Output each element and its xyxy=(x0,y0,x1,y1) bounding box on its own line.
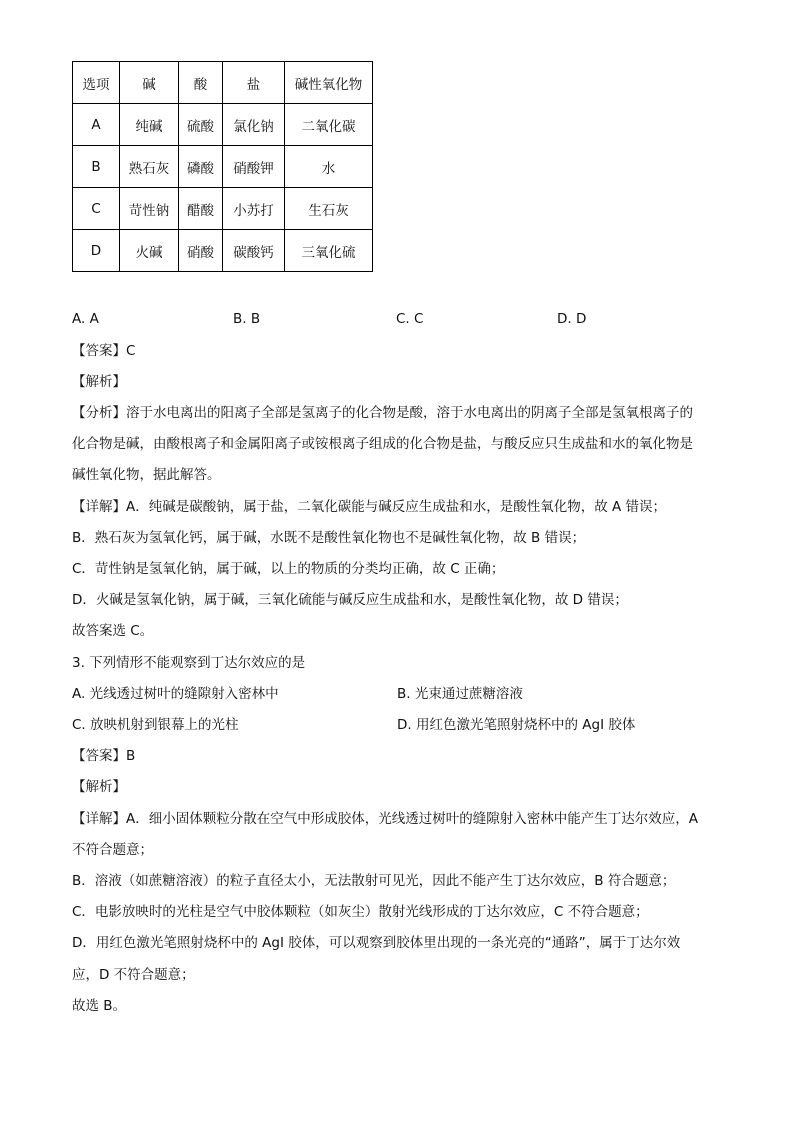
q3-stem: 3. 下列情形不能观察到丁达尔效应的是 xyxy=(72,655,306,671)
table-cell: 三氧化硫 xyxy=(285,230,373,272)
table-cell: 硫酸 xyxy=(179,104,223,146)
q2-analysis-line: D．火碱是氢氧化钠，属于碱，三氧化硫能与碱反应生成盐和水，是酸性氧化物，故 D 错误； xyxy=(72,592,628,608)
q3-analysis-line: 应，D 不符合题意； xyxy=(72,967,195,983)
q2-answer: 【答案】C xyxy=(72,343,136,359)
table-row xyxy=(73,230,373,272)
q2-analysis-line: 碱性氧化物，据此解答。 xyxy=(72,467,221,483)
table-cell: B xyxy=(73,146,120,188)
q2-option-d: D. D xyxy=(557,311,587,327)
table-cell: 火碱 xyxy=(120,230,179,272)
q3-answer: 【答案】B xyxy=(72,748,136,764)
q3-option-c: C. 放映机射到银幕上的光柱 xyxy=(72,717,239,733)
table-header-cell: 碱性氧化物 xyxy=(285,62,373,104)
table-cell: 熟石灰 xyxy=(120,146,179,188)
table-cell: A xyxy=(73,104,120,146)
table-cell: 硝酸 xyxy=(179,230,223,272)
table-cell: 小苏打 xyxy=(223,188,285,230)
q3-option-b: B. 光束通过蔗糖溶液 xyxy=(397,686,523,702)
q2-analysis-title: 【解析】 xyxy=(72,374,126,390)
q2-analysis-line: B．熟石灰为氢氧化钙，属于碱，水既不是酸性氧化物也不是碱性氧化物，故 B 错误； xyxy=(72,530,586,546)
q3-option-d: D. 用红色激光笔照射烧杯中的 AgI 胶体 xyxy=(397,717,636,733)
q3-analysis-line: D．用红色激光笔照射烧杯中的 AgI 胶体，可以观察到胶体里出现的一条光亮的“通路”，属于丁达尔效 xyxy=(72,935,681,951)
q3-analysis-line: B．溶液（如蔗糖溶液）的粒子直径太小，无法散射可见光，因此不能产生丁达尔效应，B 符合题意； xyxy=(72,873,676,889)
table-cell: 纯碱 xyxy=(120,104,179,146)
table-header-cell: 选项 xyxy=(73,62,120,104)
table-cell: 苛性钠 xyxy=(120,188,179,230)
q3-analysis-line: 故选 B。 xyxy=(72,998,127,1014)
q2-option-b: B. B xyxy=(233,311,261,327)
table-header-cell: 碱 xyxy=(120,62,179,104)
table-cell: 磷酸 xyxy=(179,146,223,188)
q2-analysis-line: 【分析】溶于水电离出的阳离子全部是氢离子的化合物是酸，溶于水电离出的阴离子全部是氢氧根离子的 xyxy=(72,405,693,421)
table-cell: 醋酸 xyxy=(179,188,223,230)
q3-analysis-line: 【详解】A．细小固体颗粒分散在空气中形成胶体，光线透过树叶的缝隙射入密林中能产生丁达尔效应，A xyxy=(72,811,698,827)
q3-analysis-line: C．电影放映时的光柱是空气中胶体颗粒（如灰尘）散射光线形成的丁达尔效应，C 不符合题意； xyxy=(72,904,649,920)
table-cell: 二氧化碳 xyxy=(285,104,373,146)
q2-option-a: A. A xyxy=(72,311,99,327)
table-row xyxy=(73,188,373,230)
q2-analysis-line: 故答案选 C。 xyxy=(72,623,154,639)
q3-analysis-title: 【解析】 xyxy=(72,779,126,795)
table-header-cell: 酸 xyxy=(179,62,223,104)
q2-analysis-line: 化合物是碱，由酸根离子和金属阳离子或铵根离子组成的化合物是盐，与酸反应只生成盐和水的氧化物是 xyxy=(72,436,693,452)
q2-analysis-line: 【详解】A．纯碱是碳酸钠，属于盐，二氧化碳能与碱反应生成盐和水，是酸性氧化物，故 A 错误； xyxy=(72,499,667,515)
table-cell: C xyxy=(73,188,120,230)
table-cell: D xyxy=(73,230,120,272)
q2-analysis-line: C．苛性钠是氢氧化钠，属于碱，以上的物质的分类均正确，故 C 正确； xyxy=(72,561,505,577)
table-header-row xyxy=(73,62,373,104)
q3-analysis-line: 不符合题意； xyxy=(72,842,153,858)
table-cell: 生石灰 xyxy=(285,188,373,230)
classification-table xyxy=(72,61,373,272)
table-cell: 硝酸钾 xyxy=(223,146,285,188)
table-cell: 水 xyxy=(285,146,373,188)
table-header-cell: 盐 xyxy=(223,62,285,104)
table-row xyxy=(73,104,373,146)
q2-option-c: C. C xyxy=(396,311,424,327)
table-cell: 氯化钠 xyxy=(223,104,285,146)
table-cell: 碳酸钙 xyxy=(223,230,285,272)
q3-option-a: A. 光线透过树叶的缝隙射入密林中 xyxy=(72,686,279,702)
table-row xyxy=(73,146,373,188)
